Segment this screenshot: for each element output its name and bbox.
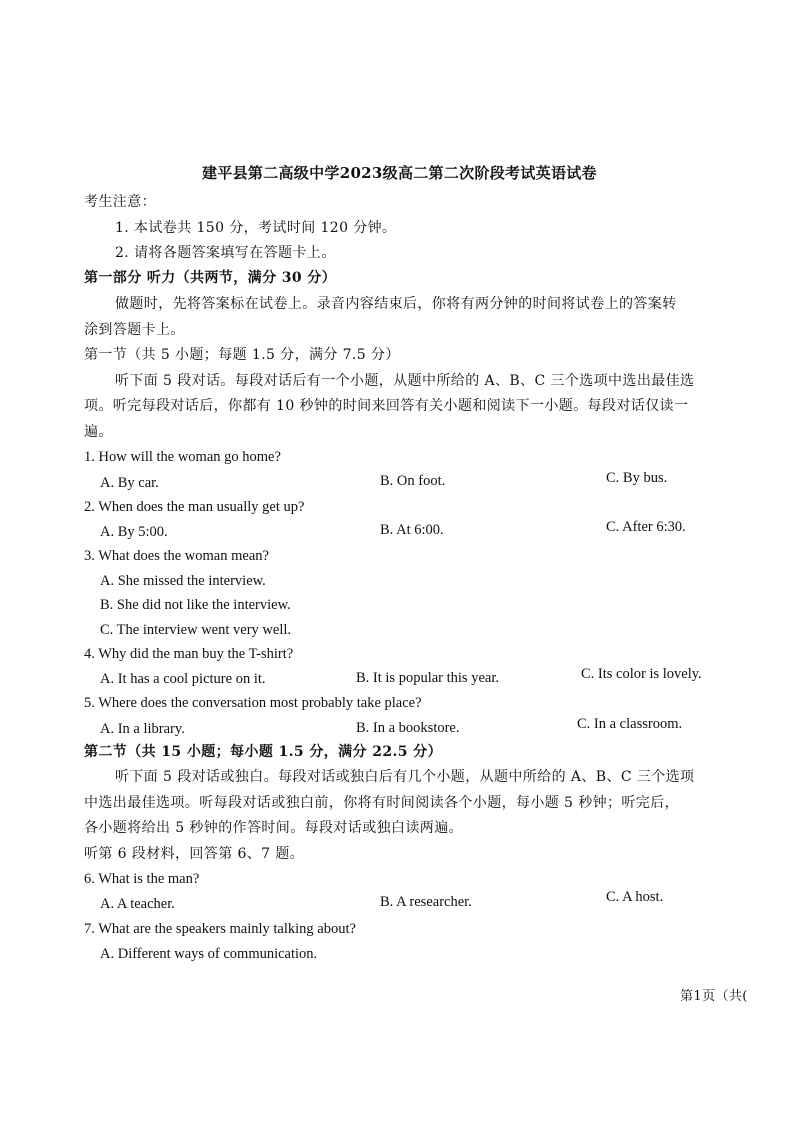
exam-title: 建平县第二高级中学2023级高二第二次阶段考试英语试卷 xyxy=(202,164,597,182)
option-b: B. In a bookstore. xyxy=(356,720,460,736)
section1-instruction: 项。听完每段对话后，你都有 10 秒钟的时间来回答有关小题和阅读下一小题。每段对话仅读一 xyxy=(84,398,689,414)
option-a: A. It has a cool picture on it. xyxy=(100,671,266,687)
section2-instruction: 听下面 5 段对话或独白。每段对话或独白后有几个小题，从题中所给的 A、B、C 三个选项 xyxy=(115,769,695,785)
section2-instruction: 各小题将给出 5 秒钟的作答时间。每段对话或独白读两遍。 xyxy=(84,820,464,836)
notice-item: 2. 请将各题答案填写在答题卡上。 xyxy=(115,245,336,261)
option-c: C. Its color is lovely. xyxy=(581,666,702,682)
option-a: A. By 5:00. xyxy=(100,524,168,540)
section2-instruction: 中选出最佳选项。听每段对话或独白前，你将有时间阅读各个小题，每小题 5 秒钟；听完后， xyxy=(84,795,680,811)
option-a: A. By car. xyxy=(100,475,159,491)
option-c: C. The interview went very well. xyxy=(100,622,291,638)
option-b: B. At 6:00. xyxy=(380,522,444,538)
question-text: 5. Where does the conversation most probably take place? xyxy=(84,695,422,711)
option-a: A. A teacher. xyxy=(100,896,175,912)
section1-instruction: 听下面 5 段对话。每段对话后有一个小题，从题中所给的 A、B、C 三个选项中选出最佳选 xyxy=(115,373,695,389)
part1-heading: 第一部分 听力（共两节，满分 30 分） xyxy=(84,270,337,286)
question-text: 4. Why did the man buy the T-shirt? xyxy=(84,646,294,662)
page-footer: 第1页（共( xyxy=(680,989,748,1004)
section1-heading: 第一节（共 5 小题；每题 1.5 分，满分 7.5 分） xyxy=(84,347,400,363)
option-c: C. In a classroom. xyxy=(577,716,683,732)
option-b: B. On foot. xyxy=(380,473,446,489)
option-a: A. In a library. xyxy=(100,721,185,737)
question-text: 3. What does the woman mean? xyxy=(84,548,269,564)
question-text: 7. What are the speakers mainly talking about? xyxy=(84,921,356,937)
option-b: B. A researcher. xyxy=(380,894,472,910)
notice-heading: 考生注意： xyxy=(84,194,156,210)
question-text: 6. What is the man? xyxy=(84,871,200,887)
option-b: B. She did not like the interview. xyxy=(100,597,291,613)
option-b: B. It is popular this year. xyxy=(356,670,499,686)
part1-instruction: 涂到答题卡上。 xyxy=(84,322,185,338)
option-c: C. After 6:30. xyxy=(606,519,686,535)
option-c: C. A host. xyxy=(606,889,664,905)
option-c: C. By bus. xyxy=(606,470,668,486)
notice-item: 1. 本试卷共 150 分，考试时间 120 分钟。 xyxy=(115,220,397,236)
section1-instruction: 遍。 xyxy=(84,424,113,440)
question-text: 2. When does the man usually get up? xyxy=(84,499,305,515)
option-a: A. Different ways of communication. xyxy=(100,946,318,962)
section2-heading: 第二节（共 15 小题；每小题 1.5 分，满分 22.5 分） xyxy=(84,744,442,760)
question-text: 1. How will the woman go home? xyxy=(84,449,281,465)
material-note: 听第 6 段材料，回答第 6、7 题。 xyxy=(84,846,305,862)
option-a: A. She missed the interview. xyxy=(100,573,266,589)
part1-instruction: 做题时，先将答案标在试卷上。录音内容结束后，你将有两分钟的时间将试卷上的答案转 xyxy=(115,296,677,312)
